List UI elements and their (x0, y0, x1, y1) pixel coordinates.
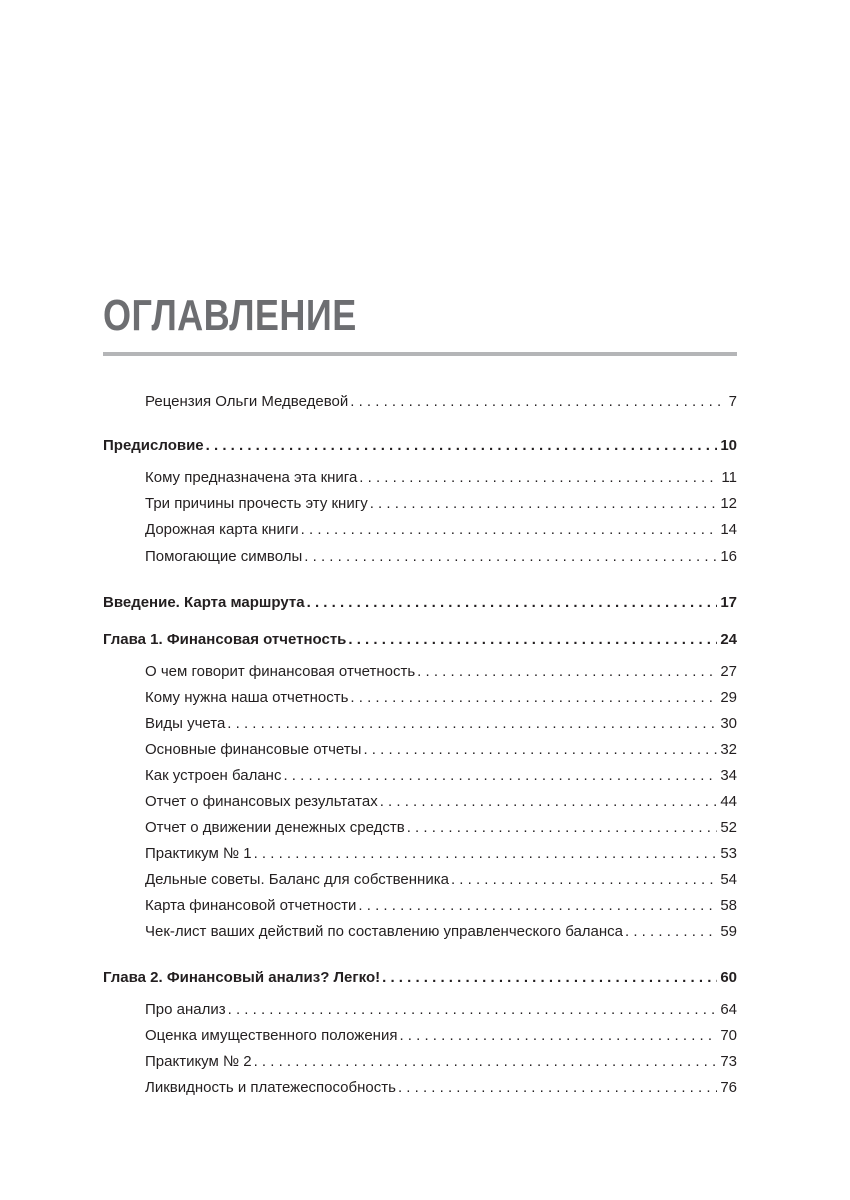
toc-section-entry (145, 494, 737, 514)
toc-chapter-entry (103, 630, 737, 650)
toc-entry-title: Отчет о движении денежных средств (145, 819, 405, 836)
toc-page-number: 44 (720, 793, 737, 810)
toc-page-number: 7 (728, 393, 737, 410)
toc-page-number: 14 (720, 521, 737, 538)
toc-page-number: 73 (720, 1053, 737, 1070)
toc-page-number: 17 (720, 594, 737, 611)
toc-page-number: 12 (720, 495, 737, 512)
toc-section-entry (145, 896, 737, 916)
toc-entry-title: Практикум № 1 (145, 845, 252, 862)
toc-page-number: 52 (720, 819, 737, 836)
toc-page-number: 54 (720, 871, 737, 888)
toc-page-number: 59 (720, 923, 737, 940)
toc-entry-title: Про анализ (145, 1001, 226, 1018)
toc-entry-title: Дорожная карта книги (145, 521, 299, 538)
toc-section-entry (145, 792, 737, 812)
toc-entry-title: Глава 2. Финансовый анализ? Легко! (103, 969, 381, 986)
toc-section-entry (145, 870, 737, 890)
toc-section-entry (145, 1052, 737, 1072)
dot-leader (625, 922, 717, 942)
toc-page-number: 27 (720, 663, 737, 680)
toc-page-number: 32 (720, 741, 737, 758)
toc-entry-title: Отчет о финансовых результатах (145, 793, 378, 810)
toc-entry-title: Карта финансовой отчетности (145, 897, 357, 914)
toc-section-entry (145, 520, 737, 540)
dot-leader (228, 1000, 718, 1020)
dot-leader (451, 870, 717, 890)
toc-section-entry (145, 688, 737, 708)
toc-entry-title: Кому нужна наша отчетность (145, 689, 349, 706)
toc-entry-title: Чек-лист ваших действий по составлению управленческого баланса (145, 923, 624, 940)
toc-page-number: 29 (720, 689, 737, 706)
page-title: ОГЛАВЛЕНИЕ (103, 291, 357, 340)
toc-chapter-entry (103, 436, 737, 456)
dot-leader (254, 844, 718, 864)
toc-section-entry (145, 1078, 737, 1098)
dot-leader (363, 740, 717, 760)
toc-section-entry (145, 922, 737, 942)
toc-entry-title: Предисловие (103, 437, 204, 454)
dot-leader (206, 436, 718, 456)
toc-section-entry (145, 392, 737, 412)
dot-leader (283, 766, 717, 786)
toc-entry-title: Дельные советы. Баланс для собственника (145, 871, 449, 888)
toc-entry-title: Помогающие символы (145, 548, 303, 565)
toc-chapter-entry (103, 968, 737, 988)
toc-section-entry (145, 662, 737, 682)
toc-section-entry (145, 547, 737, 567)
dot-leader (304, 547, 717, 567)
dot-leader (350, 392, 725, 412)
dot-leader (348, 630, 717, 650)
dot-leader (417, 662, 717, 682)
toc-page-number: 11 (721, 469, 737, 486)
toc-section-entry (145, 844, 737, 864)
dot-leader (359, 468, 718, 488)
dot-leader (307, 593, 718, 613)
toc-page-number: 34 (720, 767, 737, 784)
dot-leader (350, 688, 717, 708)
toc-page-number: 10 (720, 437, 737, 454)
dot-leader (254, 1052, 718, 1072)
toc-page-number: 24 (720, 631, 737, 648)
dot-leader (358, 896, 717, 916)
toc-page-number: 76 (720, 1079, 737, 1096)
toc-page-number: 30 (720, 715, 737, 732)
toc-page-number: 58 (720, 897, 737, 914)
toc-entry-title: Три причины прочесть эту книгу (145, 495, 368, 512)
toc-entry-title: Кому предназначена эта книга (145, 469, 358, 486)
table-of-contents (103, 0, 737, 1200)
toc-section-entry (145, 468, 737, 488)
toc-entry-title: Основные финансовые отчеты (145, 741, 362, 758)
toc-section-entry (145, 818, 737, 838)
toc-entry-title: Виды учета (145, 715, 226, 732)
dot-leader (370, 494, 718, 514)
toc-section-entry (145, 740, 737, 760)
toc-page-number: 60 (720, 969, 737, 986)
toc-section-entry (145, 1026, 737, 1046)
dot-leader (407, 818, 718, 838)
toc-entry-title: Ликвидность и платежеспособность (145, 1079, 396, 1096)
toc-page-number: 16 (720, 548, 737, 565)
toc-chapter-entry (103, 593, 737, 613)
toc-page-number: 70 (720, 1027, 737, 1044)
dot-leader (227, 714, 717, 734)
toc-section-entry (145, 1000, 737, 1020)
toc-entry-title: Введение. Карта маршрута (103, 594, 305, 611)
toc-entry-title: О чем говорит финансовая отчетность (145, 663, 416, 680)
toc-entry-title: Оценка имущественного положения (145, 1027, 398, 1044)
dot-leader (399, 1026, 717, 1046)
toc-entry-title: Как устроен баланс (145, 767, 282, 784)
toc-page-number: 53 (720, 845, 737, 862)
toc-section-entry (145, 766, 737, 786)
dot-leader (382, 968, 717, 988)
toc-section-entry (145, 714, 737, 734)
toc-entry-title: Рецензия Ольги Медведевой (145, 393, 349, 410)
dot-leader (380, 792, 718, 812)
dot-leader (398, 1078, 717, 1098)
toc-entry-title: Глава 1. Финансовая отчетность (103, 631, 347, 648)
toc-entry-title: Практикум № 2 (145, 1053, 252, 1070)
dot-leader (301, 520, 718, 540)
toc-page-number: 64 (720, 1001, 737, 1018)
